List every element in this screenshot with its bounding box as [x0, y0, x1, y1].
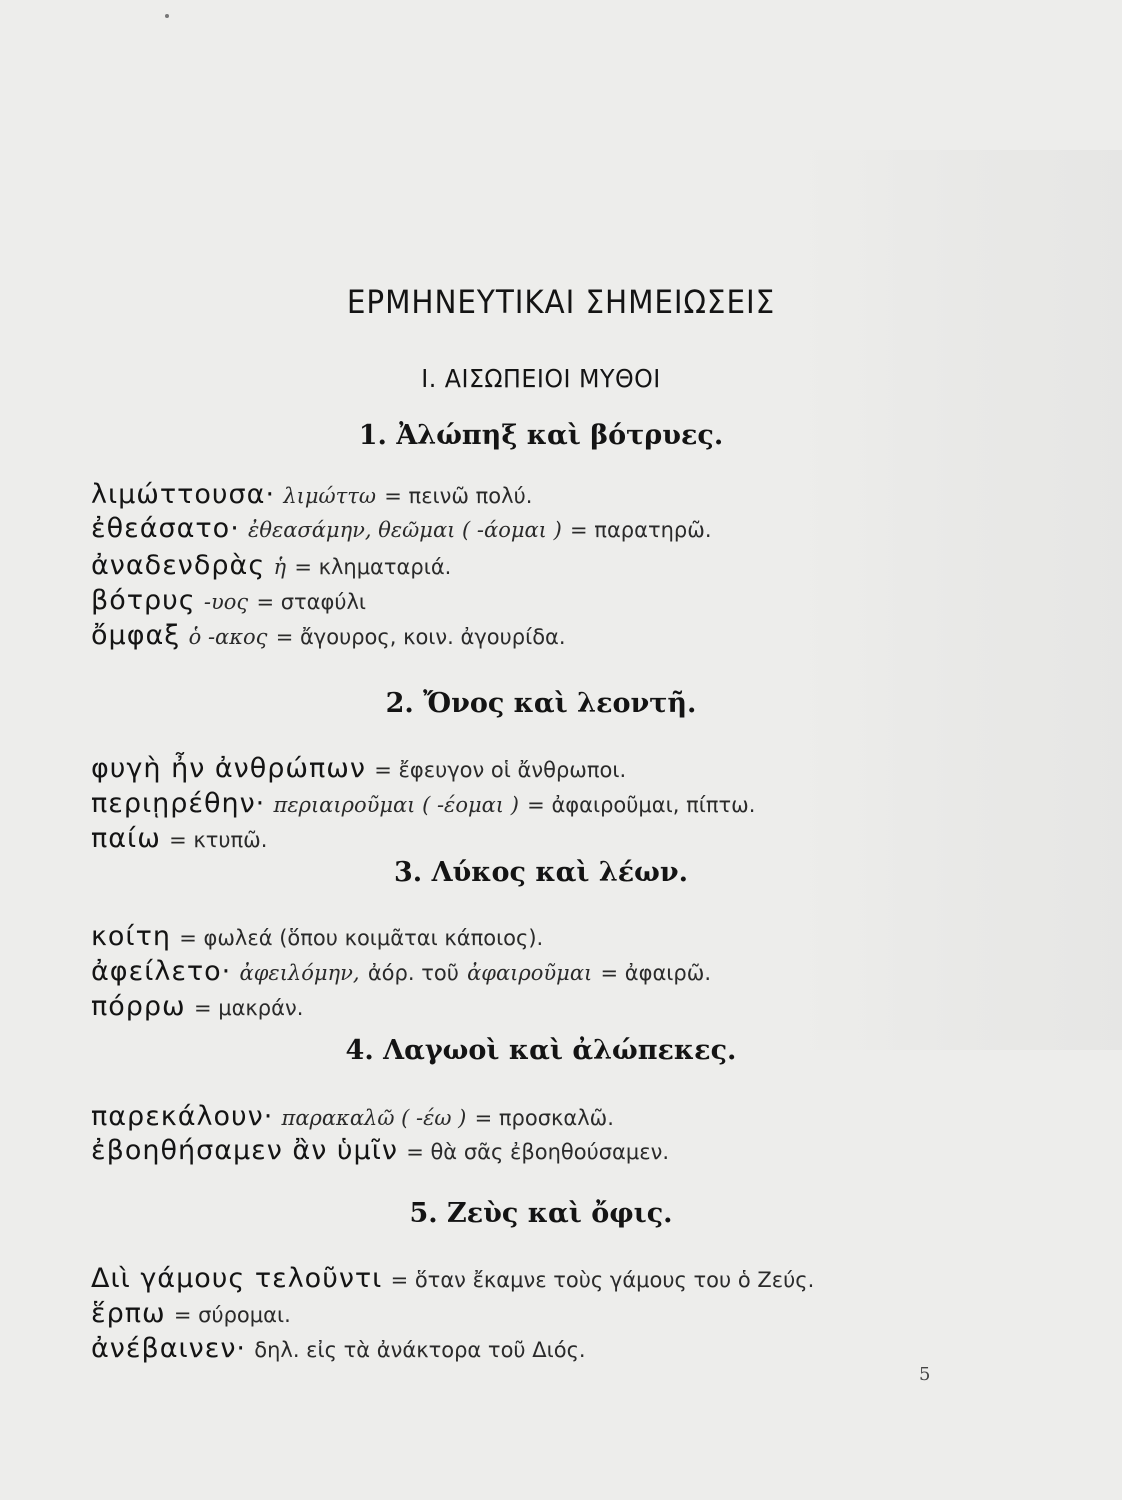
gloss-entry: [91, 1297, 291, 1332]
gloss-entry: [91, 752, 626, 787]
gloss-entry: [91, 1134, 669, 1169]
gloss-meaning: = θὰ σᾶς ἐβοηθούσαμεν.: [406, 1140, 670, 1164]
gloss-meaning: = προσκαλῶ.: [474, 1106, 614, 1130]
gloss-meaning: δηλ. εἰς τὰ ἀνάκτορα τοῦ Διός.: [254, 1338, 586, 1362]
fable-heading-4: 4. Λαγωοὶ καὶ ἀλώπεκες.: [345, 1035, 737, 1066]
gloss-meaning: = φωλεά (ὅπου κοιμᾶται κάποιος).: [179, 926, 544, 950]
gloss-form: ἡ: [273, 555, 287, 579]
gloss-form: παρακαλῶ ( -έω ): [281, 1106, 467, 1130]
gloss-entry: [91, 990, 303, 1025]
gloss-meaning: = κτυπῶ.: [169, 828, 268, 852]
gloss-entry: [91, 920, 543, 955]
gloss-meaning: = μακράν.: [193, 996, 304, 1020]
gloss-form: περιαιροῦμαι ( -έομαι ): [273, 793, 519, 817]
gloss-term: ὄμφαξ: [91, 620, 181, 651]
gloss-term: ἐβοηθήσαμεν ἂν ὑμῖν: [91, 1135, 398, 1166]
gloss-meaning: = κληματαριά.: [294, 555, 452, 579]
gloss-entry: [91, 955, 711, 990]
gloss-form: λιμώττω: [283, 484, 377, 508]
gloss-entry: [91, 1100, 614, 1135]
gloss-entry: [91, 1262, 814, 1297]
gloss-meaning: = σύρομαι.: [173, 1303, 291, 1327]
gloss-term: ἀναδενδρὰς: [91, 550, 266, 581]
gloss-term: παρεκάλουν·: [91, 1101, 274, 1132]
gloss-term: ἀφείλετο·: [91, 956, 232, 987]
section-subtitle: I. ΑΙΣΩΠΕΙΟΙ ΜΥΘΟΙ: [421, 364, 661, 393]
gloss-meaning: = ἀφαιροῦμαι, πίπτω.: [527, 793, 756, 817]
gloss-term: περιῃρέθην·: [91, 788, 266, 819]
page-title: ΕΡΜΗΝΕΥΤΙΚΑΙ ΣΗΜΕΙΩΣΕΙΣ: [346, 283, 776, 321]
gloss-meaning: = πεινῶ πολύ.: [384, 484, 533, 508]
gloss-term: λιμώττουσα·: [91, 479, 276, 510]
gloss-meaning-2: = ἀφαιρῶ.: [600, 961, 712, 985]
gloss-entry: [91, 1332, 586, 1367]
print-speck: [165, 14, 169, 18]
gloss-entry: [91, 478, 532, 513]
gloss-entry: [91, 512, 712, 547]
gloss-form: -υος: [203, 590, 249, 614]
gloss-entry: [91, 584, 366, 619]
gloss-term: παίω: [91, 823, 161, 854]
gloss-meaning: = ἄγουρος, κοιν. ἀγουρίδα.: [275, 625, 566, 649]
gloss-meaning: = ὅταν ἔκαμνε τοὺς γάμους του ὁ Ζεύς.: [390, 1268, 815, 1292]
gloss-term: ἕρπω: [91, 1298, 166, 1329]
fable-heading-2: 2. Ὄνος καὶ λεοντῆ.: [385, 688, 697, 719]
page-number: 5: [919, 1364, 931, 1385]
gloss-form-2: ἀφαιροῦμαι: [467, 961, 593, 985]
gloss-form: ἐθεασάμην, θεῶμαι ( -άομαι ): [248, 518, 562, 542]
gloss-term: κοίτη: [91, 921, 171, 952]
gloss-entry: [91, 549, 451, 584]
fable-heading-5: 5. Ζεὺς καὶ ὄφις.: [409, 1198, 673, 1229]
gloss-entry: [91, 619, 566, 654]
gloss-term: πόρρω: [91, 991, 186, 1022]
gloss-entry: [91, 787, 755, 822]
gloss-meaning: ἀόρ. τοῦ: [367, 961, 459, 985]
gloss-term: φυγὴ ἦν ἀνθρώπων: [91, 753, 366, 784]
fable-heading-1: 1. Ἀλώπηξ καὶ βότρυες.: [358, 420, 724, 451]
gloss-form: ἀφειλόμην,: [239, 961, 360, 985]
gloss-meaning: = ἔφευγον οἱ ἄνθρωποι.: [374, 758, 627, 782]
gloss-term: Διὶ γάμους τελοῦντι: [91, 1263, 383, 1294]
fable-heading-3: 3. Λύκος καὶ λέων.: [393, 857, 689, 888]
gloss-term: ἀνέβαινεν·: [91, 1333, 246, 1364]
gloss-term: ἐθεάσατο·: [91, 513, 240, 544]
gloss-form: ὁ -ακος: [188, 625, 268, 649]
gloss-meaning: = σταφύλι: [256, 590, 367, 614]
gloss-term: βότρυς: [91, 585, 196, 616]
gloss-entry: [91, 822, 267, 857]
gloss-meaning: = παρατηρῶ.: [570, 518, 712, 542]
